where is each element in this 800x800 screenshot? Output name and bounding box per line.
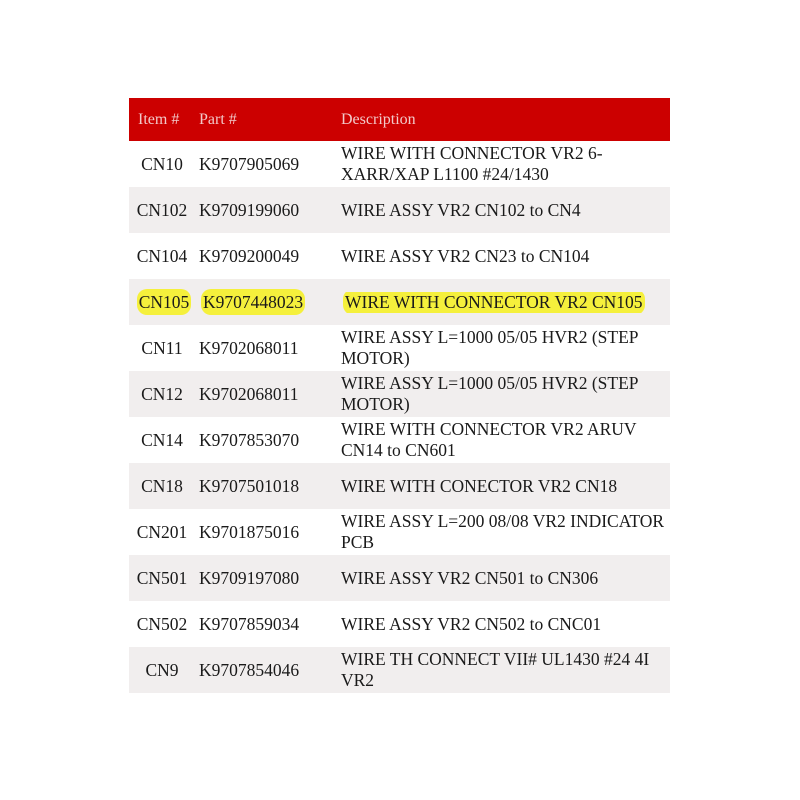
part-cell (197, 292, 339, 313)
description-cell: WIRE TH CONNECT VII# UL1430 #24 4I VR2 (341, 649, 650, 690)
table-row (129, 187, 670, 233)
description-cell (339, 292, 670, 313)
header-part: Part # (199, 111, 237, 128)
highlight-mark: K9707448023 (201, 289, 305, 315)
item-cell: CN201 (136, 521, 188, 542)
description-cell: WIRE ASSY L=1000 05/05 HVR2 (STEP MOTOR) (341, 373, 638, 414)
part-cell: K9702068011 (199, 383, 299, 404)
part-cell: K9709197080 (199, 567, 300, 588)
part-cell: K9707859034 (199, 613, 300, 634)
part-cell: K9709200049 (199, 245, 300, 266)
item-cell: CN104 (136, 245, 188, 266)
part-cell: K9707905069 (199, 153, 300, 174)
header-item: Item # (138, 111, 180, 128)
table-body (129, 141, 670, 693)
part-cell: K9701875016 (199, 521, 300, 542)
parts-table (129, 98, 670, 693)
item-cell: CN14 (141, 429, 183, 450)
description-cell: WIRE ASSY L=200 08/08 VR2 INDICATOR PCB (341, 511, 665, 552)
item-cell: CN501 (136, 567, 188, 588)
description-cell: WIRE ASSY VR2 CN102 to CN4 (341, 199, 581, 220)
part-cell: K9707501018 (199, 475, 300, 496)
table-row (129, 279, 670, 325)
item-cell: CN9 (145, 659, 179, 680)
description-cell: WIRE WITH CONNECTOR VR2 ARUV CN14 to CN601 (341, 419, 637, 460)
item-cell: CN502 (136, 613, 188, 634)
table-row (129, 233, 670, 279)
description-cell: WIRE WITH CONECTOR VR2 CN18 (341, 475, 618, 496)
item-cell: CN11 (141, 337, 183, 358)
description-cell: WIRE ASSY L=1000 05/05 HVR2 (STEP MOTOR) (341, 327, 638, 368)
table-row (129, 555, 670, 601)
item-cell: CN12 (141, 383, 183, 404)
table-row (129, 325, 670, 371)
item-cell: CN102 (136, 199, 188, 220)
item-cell: CN10 (141, 153, 183, 174)
part-cell: K9709199060 (199, 199, 300, 220)
table-header-row (129, 98, 670, 141)
description-cell: WIRE WITH CONNECTOR VR2 6-XARR/XAP L1100 #24/1430 (341, 143, 603, 184)
highlight-mark: CN105 (137, 289, 192, 315)
table-row (129, 647, 670, 693)
description-cell: WIRE ASSY VR2 CN501 to CN306 (341, 567, 599, 588)
table-row (129, 417, 670, 463)
description-cell: WIRE ASSY VR2 CN23 to CN104 (341, 245, 590, 266)
part-cell: K9707853070 (199, 429, 300, 450)
item-cell (129, 292, 197, 313)
table-row (129, 371, 670, 417)
part-cell: K9707854046 (199, 659, 300, 680)
header-description: Description (341, 111, 416, 128)
table-row (129, 141, 670, 187)
table-row (129, 509, 670, 555)
table-row (129, 601, 670, 647)
part-cell: K9702068011 (199, 337, 299, 358)
table-row (129, 463, 670, 509)
item-cell: CN18 (141, 475, 183, 496)
description-cell: WIRE ASSY VR2 CN502 to CNC01 (341, 613, 602, 634)
highlight-mark: WIRE WITH CONNECTOR VR2 CN105 (343, 292, 645, 313)
